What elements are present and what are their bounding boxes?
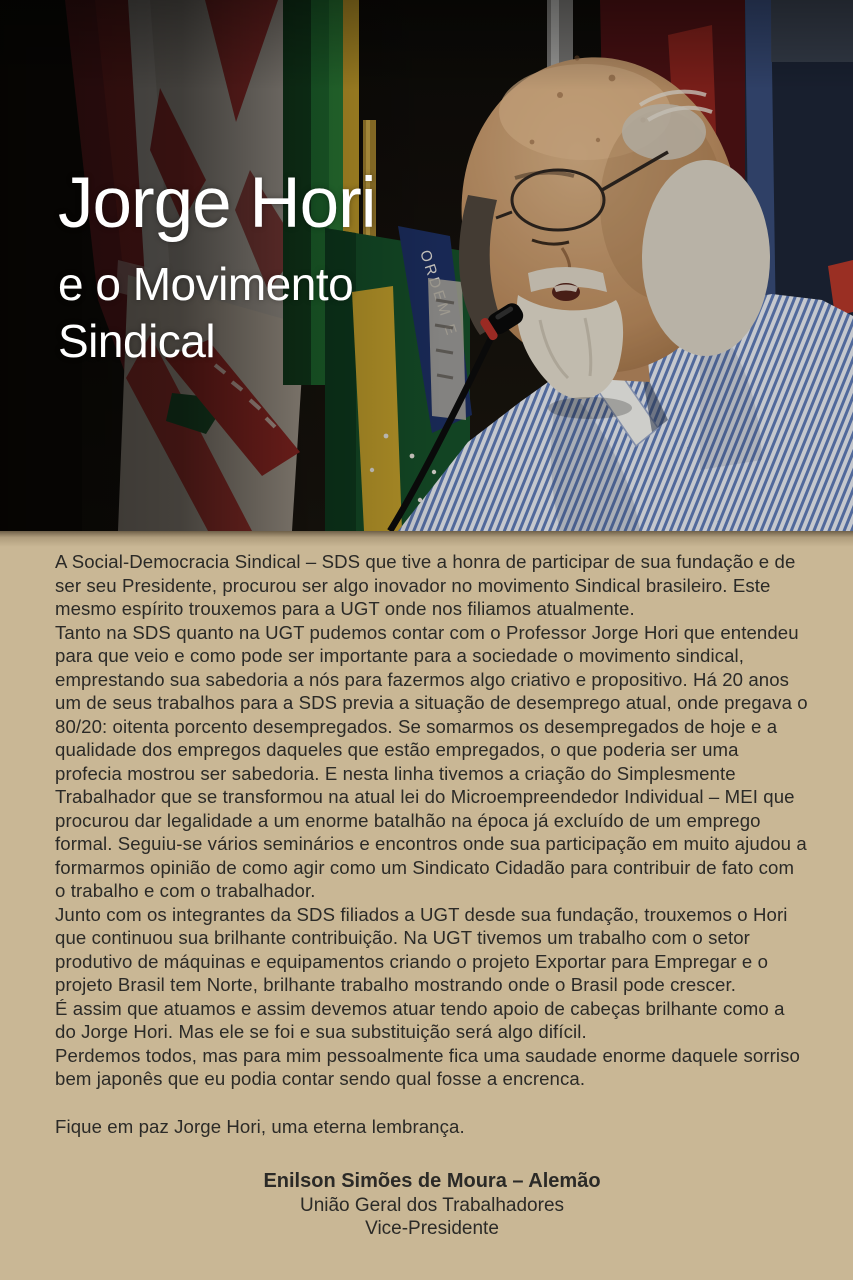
photo-top-shade bbox=[0, 0, 853, 90]
tribute-text bbox=[55, 550, 809, 1138]
body-paragraph: Junto com os integrantes da SDS filiados a UGT desde sua fundação, trouxemos o Hori que continuou sua brilhante contribuição. Na UGT tivemos um trabalho com o setor produtivo de máquinas e equipamentos criando o projeto Exportar para Empregar e o projeto Brasil tem Norte, brilhante trabalho mostrando onde o Brasil pode crescer. bbox=[55, 903, 788, 995]
signature-block bbox=[55, 1170, 809, 1241]
body-paragraph: Tanto na SDS quanto na UGT pudemos contar com o Professor Jorge Hori que entendeu para que veio e como pode ser importante para a sociedade o movimento sindical, emprestando sua sabedoria a nós para fazermos algo criativo e propositivo. Há 20 anos um de seus trabalhos para a SDS previa a situação de desemprego atual, onde pregava o 80/20: oitenta porcento desempregados. Se somarmos os desempregados de hoje e a qualidade dos empregos daqueles que estão empregados, o que poderia ser uma profecia mostrou ser sabedoria. E nesta linha tivemos a criação do Simplesmente Trabalhador que se transformou na atual lei do Microempreendedor Individual – MEI que procurou dar legalidade a um enorme batalhão na época já excluído de um emprego formal. Seguiu-se vários seminários e encontros onde sua participação em muito ajudou a formarmos opinião de como agir como um Sindicato Cidadão para contribuir de fato com o trabalho e com o trabalhador. bbox=[55, 621, 808, 901]
hero-title-block bbox=[58, 164, 376, 370]
page-subtitle-line2: Sindical bbox=[58, 315, 216, 367]
page-title: Jorge Hori bbox=[58, 164, 376, 243]
signature-organization: União Geral dos Trabalhadores bbox=[299, 1194, 565, 1216]
page-subtitle-line1: e o Movimento bbox=[58, 258, 354, 310]
closing-line: Fique em paz Jorge Hori, uma eterna lembrança. bbox=[55, 1115, 465, 1137]
tribute-body-section bbox=[0, 531, 853, 1280]
body-paragraph: Perdemos todos, mas para mim pessoalmente fica uma saudade enorme daquele sorriso bem japonês que eu podia contar sendo qual fosse a encrenca. bbox=[55, 1044, 800, 1089]
body-paragraph: A Social-Democracia Sindical – SDS que tive a honra de participar de sua fundação e de ser seu Presidente, procurou ser algo inovador no movimento Sindical brasileiro. Este mesmo espírito trouxemos para a UGT onde nos filiamos atualmente. bbox=[55, 551, 796, 619]
signature-role: Vice-Presidente bbox=[365, 1218, 499, 1239]
body-paragraph: É assim que atuamos e assim devemos atuar tendo apoio de cabeças brilhante como a do Jorge Hori. Mas ele se foi e sua substituição será algo difícil. bbox=[55, 997, 785, 1042]
signature-name: Enilson Simões de Moura – Alemão bbox=[263, 1170, 601, 1192]
hero-photo bbox=[0, 0, 853, 531]
